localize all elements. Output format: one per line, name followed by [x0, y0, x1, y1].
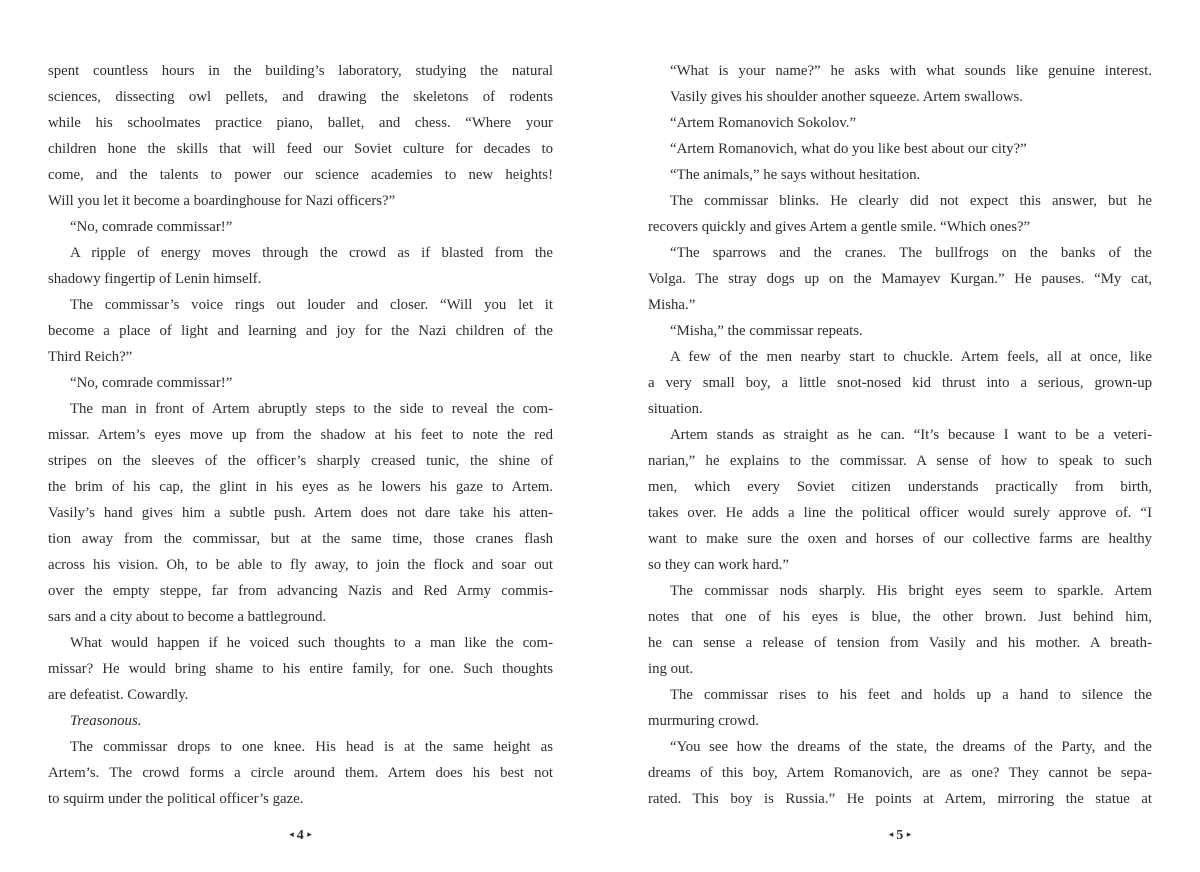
text-line: “You see how the dreams of the state, the dreams of the Party, and the [670, 739, 1152, 755]
text-line: are defeatist. Cowardly. [48, 687, 189, 703]
page-left [48, 58, 553, 848]
page-right-text [648, 58, 1152, 812]
text-line: missar. Artem’s eyes move up from the shadow at his feet to note the red [48, 427, 553, 443]
text-line: shadowy fingertip of Lenin himself. [48, 271, 262, 287]
text-line: the brim of his cap, the glint in his eyes as he lowers his gaze to Artem. [48, 479, 553, 495]
text-line: rated. This boy is Russia.” He points at Artem, mirroring the statue at [648, 791, 1152, 807]
text-line: while his schoolmates practice piano, ballet, and chess. “Where your [48, 115, 553, 131]
text-line: he can sense a release of tension from Vasily and his mother. A breath- [648, 635, 1152, 651]
next-page-icon[interactable]: ▸ [906, 829, 912, 839]
text-line: The commissar nods sharply. His bright eyes seem to sparkle. Artem [670, 583, 1152, 599]
text-line: missar? He would bring shame to his entire family, for one. Such thoughts [48, 661, 553, 677]
text-line: A few of the men nearby start to chuckle. Artem feels, all at once, like [670, 349, 1152, 365]
text-line: come, and the talents to power our science academies to new heights! [48, 167, 553, 183]
text-line: children hone the skills that will feed our Soviet culture for decades to [48, 141, 553, 157]
text-line: dreams of this boy, Artem Romanovich, are as one? They cannot be sepa- [648, 765, 1152, 781]
text-line: want to make sure the oxen and horses of our collective farms are healthy [648, 531, 1152, 547]
text-line: across his vision. Oh, to be able to fly away, to join the flock and soar out [48, 557, 553, 573]
text-line: recovers quickly and gives Artem a gentle smile. “Which ones?” [648, 219, 1031, 235]
text-line: “No, comrade commissar!” [70, 219, 233, 235]
text-line: narian,” he explains to the commissar. A sense of how to speak to such [648, 453, 1152, 469]
text-line: “What is your name?” he asks with what sounds like genuine interest. [670, 63, 1152, 79]
text-line: Vasily gives his shoulder another squeeze. Artem swallows. [670, 89, 1024, 105]
text-line: stripes on the sleeves of the officer’s sharply creased tunic, the shine of [48, 453, 553, 469]
text-line: “The animals,” he says without hesitation. [670, 167, 921, 183]
page-right-folio [648, 826, 1152, 844]
text-line: spent countless hours in the building’s laboratory, studying the natural [48, 63, 553, 79]
text-line: The commissar’s voice rings out louder and closer. “Will you let it [70, 297, 553, 313]
page-number: 4 [296, 828, 305, 843]
page-number: 5 [896, 828, 904, 843]
text-line: “No, comrade commissar!” [70, 375, 233, 391]
text-line: Vasily’s hand gives him a subtle push. Artem does not dare take his atten- [48, 505, 553, 521]
text-line: sciences, dissecting owl pellets, and drawing the skeletons of rodents [48, 89, 553, 105]
text-line: sars and a city about to become a battleground. [48, 609, 327, 625]
text-line: murmuring crowd. [648, 713, 759, 729]
page-right [648, 58, 1152, 848]
text-line: Misha.” [648, 297, 696, 313]
text-line: become a place of light and learning and joy for the Nazi children of the [48, 323, 553, 339]
text-line: so they can work hard.” [648, 557, 789, 573]
text-line: What would happen if he voiced such thoughts to a man like the com- [70, 635, 553, 651]
prev-page-icon[interactable]: ◂ [888, 829, 894, 839]
text-line: Volga. The stray dogs up on the Mamayev Kurgan.” He pauses. “My cat, [648, 271, 1152, 287]
text-line: Treasonous. [70, 713, 142, 729]
page-left-folio [48, 826, 553, 844]
text-line: The commissar blinks. He clearly did not expect this answer, but he [670, 193, 1152, 209]
text-line: takes over. He adds a line the political officer would surely approve of. “I [648, 505, 1152, 521]
text-line: tion away from the commissar, but at the same time, those cranes flash [48, 531, 553, 547]
text-line: to squirm under the political officer’s gaze. [48, 791, 304, 807]
text-line: over the empty steppe, far from advancing Nazis and Red Army commis- [48, 583, 553, 599]
text-line: men, which every Soviet citizen understands practically from birth, [648, 479, 1152, 495]
text-line: Will you let it become a boardinghouse for Nazi officers?” [48, 193, 396, 209]
text-line: “The sparrows and the cranes. The bullfrogs on the banks of the [670, 245, 1152, 261]
text-line: ing out. [648, 661, 694, 677]
text-line: Artem’s. The crowd forms a circle around them. Artem does his best not [48, 765, 553, 781]
text-line: Artem stands as straight as he can. “It’s because I want to be a veteri- [670, 427, 1152, 443]
text-line: “Misha,” the commissar repeats. [670, 323, 863, 339]
text-line: a very small boy, a little snot-nosed kid thrust into a serious, grown-up [648, 375, 1152, 391]
text-line: A ripple of energy moves through the crowd as if blasted from the [70, 245, 553, 261]
next-page-icon[interactable]: ▸ [307, 829, 312, 839]
text-line: The man in front of Artem abruptly steps to the side to reveal the com- [70, 401, 553, 417]
text-line: The commissar drops to one knee. His head is at the same height as [70, 739, 553, 755]
text-line: Third Reich?” [48, 349, 133, 365]
text-line: “Artem Romanovich, what do you like best about our city?” [670, 141, 1027, 157]
prev-page-icon[interactable]: ◂ [289, 829, 294, 839]
text-line: notes that one of his eyes is blue, the other brown. Just behind him, [648, 609, 1152, 625]
text-line: situation. [648, 401, 703, 417]
text-line: “Artem Romanovich Sokolov.” [670, 115, 857, 131]
text-line: The commissar rises to his feet and holds up a hand to silence the [670, 687, 1152, 703]
page-left-text [48, 58, 553, 812]
